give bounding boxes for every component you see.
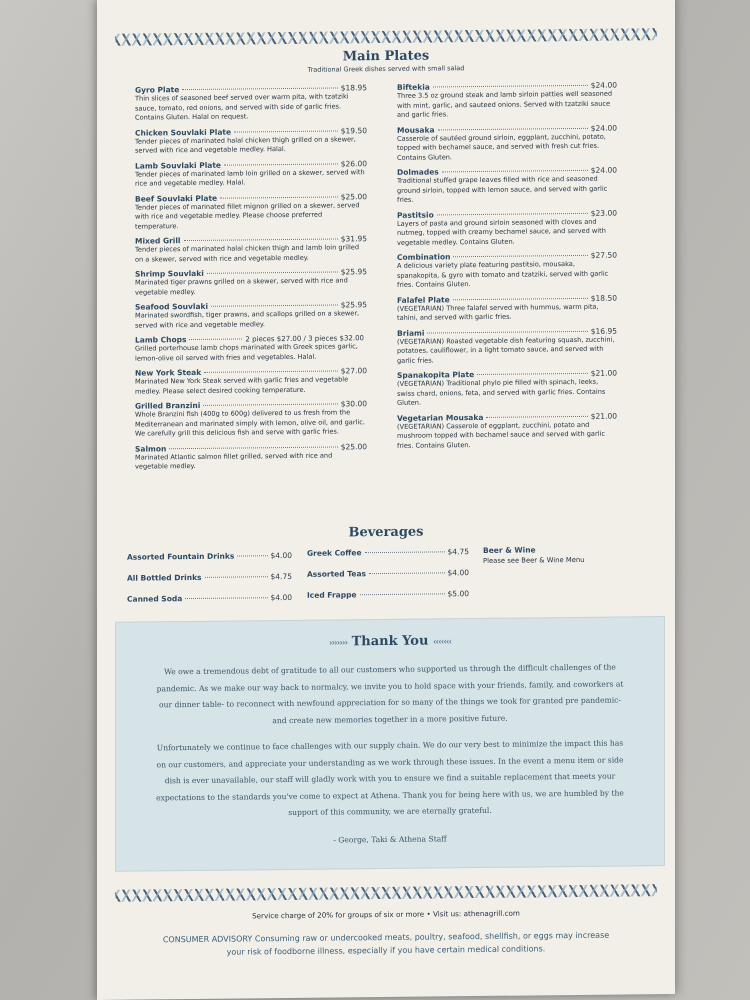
menu-item-description: Marinated New York Steak served with garlic fries and vegetable medley. Please select desired cooking temperature.: [135, 375, 349, 396]
menu-item-name: Beef Souvlaki Plate: [135, 193, 218, 204]
menu-item-name: Shrimp Souvlaki: [135, 268, 204, 279]
beverage-item: [307, 589, 469, 600]
dotted-leader: [453, 297, 588, 299]
main-plates-left-column: [135, 83, 367, 477]
menu-item-name: Falafel Plate: [397, 294, 450, 305]
menu-item: [397, 411, 617, 451]
menu-item-price: $21.00: [590, 368, 617, 378]
dotted-leader: [433, 85, 588, 88]
dotted-leader: [437, 212, 588, 215]
menu-item-price: $25.95: [340, 300, 367, 310]
menu-item-description: Marinated tiger prawns grilled on a skewer, served with rice and vegetable medley.: [135, 276, 348, 297]
dotted-leader: [427, 330, 587, 333]
menu-item: [135, 126, 367, 156]
thank-you-title: Thank You: [351, 633, 429, 650]
thank-you-signature: - George, Taki & Athena Staff: [333, 834, 447, 845]
thank-you-paragraph-1: We owe a tremendous debt of gratitude to all our customers who supported us through the difficult challenges of the pandemic. As we make our way back to normalcy, we invite you to hold space with your friends, family, and coworkers at our dinner table- to reconnect with newfound appreciation for so many of the things we took for granted pre pandemic- and create new memories together in a more positive future.: [156, 662, 624, 725]
menu-item-description: Grilled porterhouse lamb chops marinated with Greek spices garlic, lemon-olive oil served with fries and vegetables. Halal.: [135, 342, 358, 363]
menu-item-name: Briami: [397, 328, 425, 338]
menu-item-name: Mousaka: [397, 124, 435, 135]
menu-item: [135, 192, 367, 232]
menu-item-name: Gyro Plate: [135, 85, 180, 95]
beverage-item: [307, 568, 469, 579]
menu-item-price: $25.95: [340, 267, 367, 277]
menu-item: [135, 399, 367, 439]
beverage-name: Greek Coffee: [307, 548, 362, 558]
thank-you-heading: [116, 631, 664, 652]
consumer-advisory: CONSUMER ADVISORY Consuming raw or undercooked meats, poultry, seafood, shellfish, or eggs may increase your risk of foodborne illness, especially if you have certain medical conditions.: [162, 930, 610, 957]
beer-wine-item: [483, 545, 536, 555]
menu-item-description: Three 3.5 oz ground steak and lamb sirloin patties well seasoned with mint, garlic, and sauteed onions. Served with tzatziki sauce and garlic fries.: [397, 89, 613, 119]
beverage-name: Canned Soda: [127, 594, 183, 604]
menu-item-description: Marinated Atlantic salmon fillet grilled, served with rice and vegetable medley.: [135, 451, 333, 471]
decorative-border-top: [115, 28, 657, 46]
beverage-item: [307, 547, 469, 558]
menu-item-price: $18.95: [340, 83, 367, 93]
menu-item-price: $24.00: [590, 80, 617, 90]
menu-item: [135, 333, 367, 363]
beverage-price: $4.00: [447, 568, 469, 578]
menu-item-name: Mixed Grill: [135, 236, 181, 246]
menu-item-description: (VEGETARIAN) Three falafel served with hummus, warm pita, tahini, and served with garlic fries.: [397, 302, 599, 322]
dotted-leader: [220, 196, 338, 198]
dotted-leader: [438, 127, 588, 130]
menu-item-price: $23.00: [590, 208, 617, 218]
dotted-leader: [234, 130, 338, 132]
beverage-item: [127, 572, 292, 583]
beer-wine-note: Please see Beer & Wine Menu: [483, 555, 585, 565]
beverages-title: Beverages: [348, 524, 424, 541]
menu-item: [135, 442, 367, 472]
beverage-name: All Bottled Drinks: [127, 572, 202, 583]
main-plates-subtitle: Traditional Greek dishes served with small salad: [307, 64, 465, 74]
thank-you-box: [115, 616, 665, 872]
menu-item-description: Thin slices of seasoned beef served over warm pita, with tzatziki sauce, tomato, red onions, and served with side of garlic fries. Contains Gluten. Halal on request.: [135, 92, 349, 122]
dotted-leader: [224, 163, 338, 165]
menu-item-price: $24.00: [590, 123, 617, 133]
menu-item-price: $25.00: [340, 441, 367, 451]
beverage-price: $4.75: [270, 571, 292, 582]
menu-item-name: Lamb Chops: [135, 335, 187, 345]
menu-item-description: Casserole of sautéed ground sirloin, eggplant, zucchini, potato, topped with bechamel sauce, and served with fresh cut fries. Contains Gluten.: [397, 132, 606, 162]
main-plates-title: Main Plates: [342, 48, 430, 65]
beverage-item: [127, 551, 292, 562]
beverage-price: $4.75: [447, 547, 469, 557]
menu-item-name: Chicken Souvlaki Plate: [135, 127, 232, 138]
decorative-border-bottom: [115, 884, 657, 902]
menu-item-name: Salmon: [135, 443, 167, 454]
beverage-item: [127, 593, 292, 604]
menu-item-name: Dolmades: [397, 167, 439, 177]
menu-item-description: Traditional stuffed grape leaves filled with rice and seasoned ground sirloin, topped with lemon sauce, and served with garlic fries.: [397, 174, 608, 204]
beverage-name: Assorted Teas: [307, 569, 366, 579]
dotted-leader: [169, 446, 337, 449]
menu-item-description: Tender pieces of marinated halal chicken thigh grilled on a skewer, served with rice and vegetable medley. Halal.: [135, 134, 356, 155]
menu-item-description: (VEGETARIAN) Roasted vegetable dish featuring squash, zucchini, potatoes, cauliflower, in a light tomato sauce, and served with garlic fries.: [397, 335, 615, 365]
menu-item-description: (VEGETARIAN) Traditional phylo pie filled with spinach, leeks, swiss chard, onions, feta, and served with garlic fries. Contains Gluten.: [397, 377, 606, 407]
menu-item-portion-prices: 2 pieces $27.00 / 3 pieces $32.00: [245, 334, 364, 344]
menu-item-description: Tender pieces of marinated fillet mignon grilled on a skewer, served with rice and vegetable medley. Please choose preferred temperature.: [135, 200, 360, 231]
menu-item-price: $25.00: [340, 191, 367, 201]
service-charge-note: Service charge of 20% for groups of six or more • Visit us: athenagrill.com: [252, 908, 520, 921]
menu-item: [397, 208, 617, 248]
menu-page: [97, 0, 675, 1000]
menu-item-description: A delicious variety plate featuring pastitsio, mousaka, spanakopita, & gyro with tomato and tzatziki, served with garlic fries. Contains Gluten.: [397, 259, 609, 289]
menu-item-price: $27.50: [590, 250, 617, 260]
beer-wine-name: Beer & Wine: [483, 545, 536, 555]
menu-item: [397, 123, 617, 163]
menu-item-price: $21.00: [590, 411, 617, 421]
dotted-leader: [204, 370, 338, 372]
menu-item-price: $27.00: [340, 366, 367, 376]
menu-item-name: Spanakopita Plate: [397, 370, 475, 380]
menu-item-price: $19.50: [340, 125, 367, 135]
main-plates-right-column: [397, 81, 617, 456]
beverage-name: Assorted Fountain Drinks: [127, 551, 235, 562]
beverage-price: $5.00: [447, 589, 469, 599]
menu-item: [397, 81, 617, 121]
menu-item: [135, 366, 367, 396]
dotted-leader: [211, 304, 338, 306]
menu-item-name: Pastitsio: [397, 209, 434, 220]
menu-item: [397, 326, 617, 366]
dotted-leader: [477, 373, 588, 375]
dotted-leader: [486, 415, 587, 417]
menu-item-price: $31.95: [340, 234, 367, 244]
menu-item: [135, 159, 367, 189]
menu-item: [135, 83, 367, 123]
menu-item-name: Combination: [397, 252, 451, 262]
menu-item-description: Tender pieces of marinated halal chicken thigh and lamb loin grilled on a skewer, served with rice and vegetable medley.: [135, 243, 360, 264]
dotted-leader: [189, 338, 242, 340]
menu-item-name: Vegetarian Mousaka: [397, 412, 484, 423]
beverage-price: $4.00: [270, 550, 292, 561]
menu-item-price: $18.50: [590, 293, 617, 303]
beverage-name: Iced Frappe: [307, 590, 357, 600]
menu-item: [397, 251, 617, 291]
chevron-left-icon: ‹‹‹‹‹‹‹: [432, 637, 452, 648]
menu-item-description: Layers of pasta and ground sirloin seasoned with cloves and nutmeg, topped with creamy bechamel sauce, and served with vegetable medley. Contains Gluten.: [397, 217, 606, 247]
menu-item: [135, 234, 367, 264]
beverage-price: $4.00: [270, 592, 292, 603]
menu-item-description: Tender pieces of marinated lamb loin grilled on a skewer, served with rice and vegetable medley. Halal.: [135, 167, 365, 188]
dotted-leader: [453, 255, 587, 257]
menu-item-price: $24.00: [590, 165, 617, 175]
dotted-leader: [203, 403, 337, 405]
menu-item: [135, 267, 367, 297]
menu-item-price: $30.00: [340, 399, 367, 409]
dotted-leader: [442, 170, 588, 173]
menu-item-description: (VEGETARIAN) Casserole of eggplant, zucchini, potato and mushroom topped with bechamel sauce and served with garlic fries. Contains Gluten.: [397, 420, 605, 450]
dotted-leader: [184, 238, 338, 241]
dotted-leader: [182, 87, 337, 90]
menu-item-description: Marinated swordfish, tiger prawns, and scallops grilled on a skewer, served with rice and vegetable medley.: [135, 309, 360, 330]
thank-you-paragraph-2: Unfortunately we continue to face challenges with our supply chain. We do our very best to minimize the impact this has on our customers, and appreciate your understanding as we work through these issues. In the event a menu item or side dish is ever unavailable, our staff will gladly work with you to ensure we find a suitable replacement that meets your expectations to the standards you've come to expect at Athena. Thank you for being here with us, we are humbled by the support of this community, we are eternally grateful.: [156, 738, 624, 817]
menu-item-name: Seafood Souvlaki: [135, 301, 209, 312]
menu-item: [397, 293, 617, 323]
menu-item-price: $16.95: [590, 326, 617, 336]
menu-item-name: New York Steak: [135, 367, 202, 378]
menu-item-name: Grilled Branzini: [135, 400, 201, 411]
dotted-leader: [207, 271, 338, 273]
menu-item-name: Biftekia: [397, 82, 430, 92]
menu-item-description: Whole Branzini fish (400g to 600g) delivered to us fresh from the Mediterranean and marinated simply with lemon, olive oil, and garlic. We carefully grill this delicious fish and serve with garlic fries.: [135, 408, 365, 438]
menu-item-price: $26.00: [340, 158, 367, 168]
chevron-right-icon: ›››››››: [328, 638, 348, 649]
menu-item: [397, 369, 617, 409]
menu-item-name: Lamb Souvlaki Plate: [135, 160, 222, 171]
menu-item: [135, 300, 367, 330]
menu-item: [397, 166, 617, 206]
